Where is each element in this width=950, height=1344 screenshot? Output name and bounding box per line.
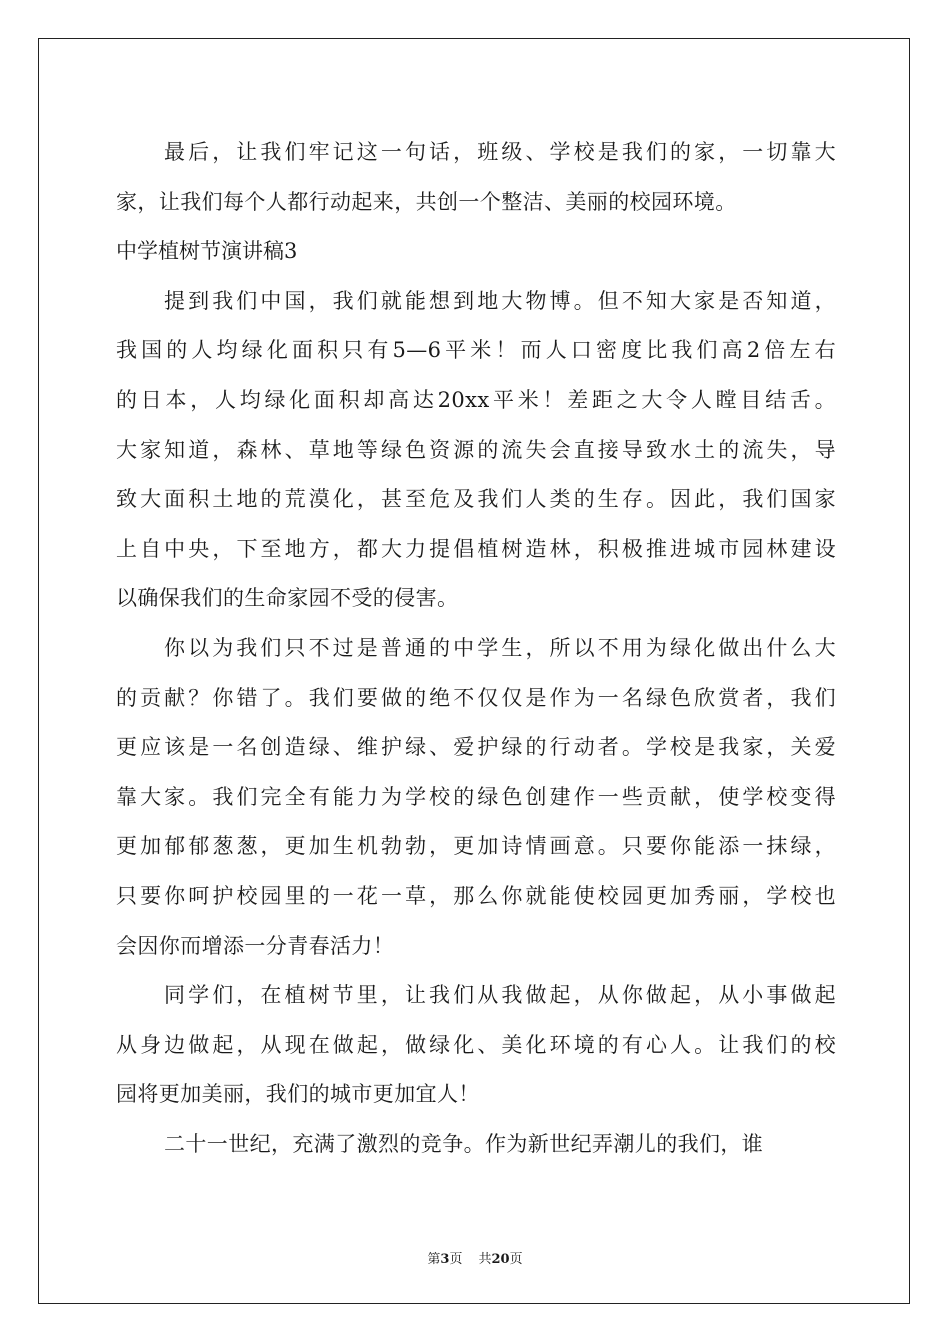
paragraph — [116, 624, 836, 971]
text-line: 以确保我们的生命家园不受的侵害。 — [116, 586, 459, 611]
paragraph — [116, 971, 836, 1120]
text-line: 靠大家。我们完全有能力为学校的绿色创建作一些贡献，使学校变得 — [116, 784, 836, 809]
page-footer — [0, 1248, 950, 1267]
footer-total-pages: 20 — [491, 1252, 510, 1267]
text-line: 致大面积土地的荒漠化，甚至危及我们人类的生存。因此，我们国家 — [116, 487, 836, 512]
footer-page-suffix: 页 — [449, 1252, 463, 1267]
text-line: 从身边做起，从现在做起，做绿化、美化环境的有心人。让我们的校 — [116, 1032, 836, 1057]
text-line: 二十一世纪，充满了激烈的竞争。作为新世纪弄潮儿的我们，谁 — [164, 1131, 764, 1156]
text-line: 更加郁郁葱葱，更加生机勃勃，更加诗情画意。只要你能添一抹绿， — [116, 834, 836, 859]
text-line: 更应该是一名创造绿、维护绿、爱护绿的行动者。学校是我家，关爱 — [116, 735, 836, 760]
paragraph — [116, 1120, 836, 1170]
footer-page-prefix: 第 — [427, 1252, 441, 1267]
document-body — [116, 128, 836, 1169]
text-line: 园将更加美丽，我们的城市更加宜人！ — [116, 1082, 480, 1107]
text-line: 大家知道，森林、草地等绿色资源的流失会直接导致水土的流失，导 — [116, 437, 836, 462]
section-heading: 中学植树节演讲稿3 — [116, 239, 298, 264]
paragraph — [116, 277, 836, 624]
footer-total-prefix: 共 — [478, 1252, 492, 1267]
text-line: 我国的人均绿化面积只有5—6平米！而人口密度比我们高2倍左右 — [116, 338, 836, 363]
text-line: 上自中央，下至地方，都大力提倡植树造林，积极推进城市园林建设 — [116, 536, 836, 561]
text-line: 会因你而增添一分青春活力！ — [116, 933, 395, 958]
text-line: 你以为我们只不过是普通的中学生，所以不用为绿化做出什么大 — [164, 635, 836, 660]
text-line: 最后，让我们牢记这一句话，班级、学校是我们的家，一切靠大 — [164, 140, 836, 164]
text-line: 的日本，人均绿化面积却高达20xx平米！差距之大令人瞠目结舌。 — [116, 387, 836, 412]
footer-total-suffix: 页 — [509, 1252, 523, 1267]
text-line: 的贡献？你错了。我们要做的绝不仅仅是作为一名绿色欣赏者，我们 — [116, 685, 836, 710]
text-line: 只要你呵护校园里的一花一草，那么你就能使校园更加秀丽，学校也 — [116, 883, 836, 908]
paragraph — [116, 128, 836, 227]
text-line: 家，让我们每个人都行动起来，共创一个整洁、美丽的校园环境。 — [116, 189, 737, 214]
text-line: 提到我们中国，我们就能想到地大物博。但不知大家是否知道， — [164, 288, 836, 313]
footer-page-number: 3 — [440, 1252, 450, 1267]
text-line: 同学们，在植树节里，让我们从我做起，从你做起，从小事做起 — [164, 983, 836, 1008]
